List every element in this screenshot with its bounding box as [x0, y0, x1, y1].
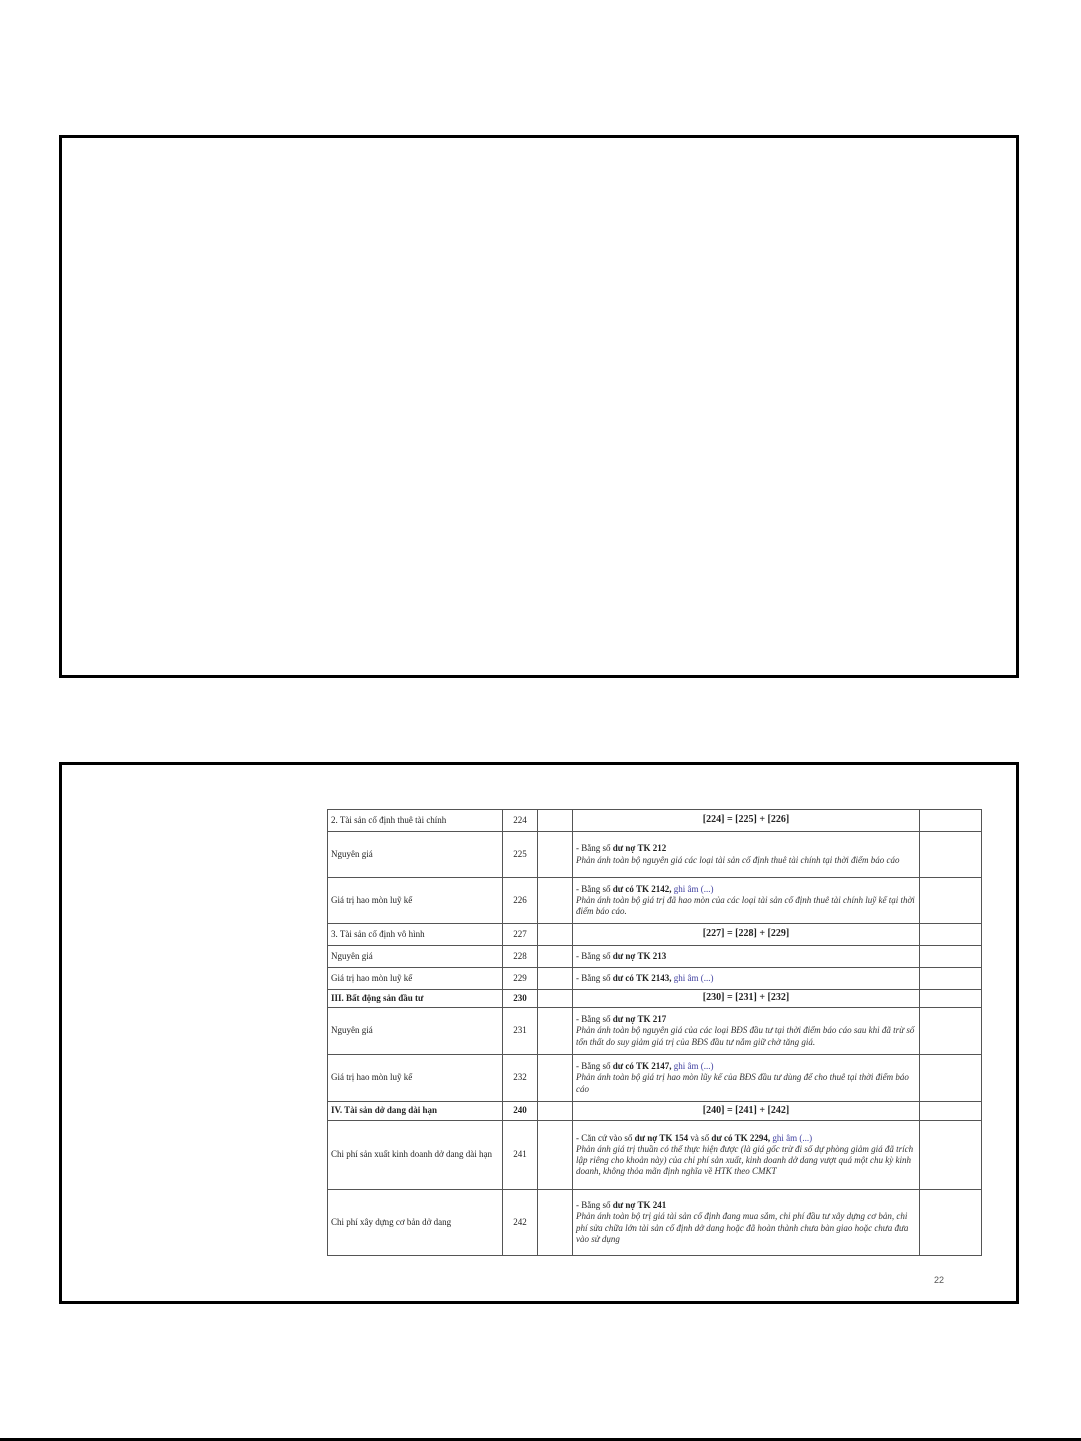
row-rule: - Bằng số dư có TK 2142, ghi âm (...) [576, 883, 714, 894]
table-row [328, 924, 982, 946]
account-table [327, 809, 982, 1256]
row-rule: - Bằng số dư có TK 2143, ghi âm (...) [576, 972, 714, 983]
row-code: 229 [503, 968, 538, 990]
row-note-cell [538, 810, 573, 832]
row-extra-cell [920, 1121, 982, 1190]
row-extra-cell [920, 1102, 982, 1121]
row-note-cell [538, 946, 573, 968]
row-item-label: Giá trị hao mòn luỹ kế [328, 968, 503, 990]
row-formula: [240] = [241] + [242] [702, 1104, 790, 1116]
row-code: 226 [503, 878, 538, 924]
row-explanation: Phản ánh toàn bộ nguyên giá các loại tài sản cố định thuê tài chính tại thời điểm báo cáo [576, 854, 900, 865]
row-formula: [227] = [228] + [229] [702, 928, 790, 940]
row-note-cell [538, 1121, 573, 1190]
row-rule: - Bằng số dư nợ TK 217 [576, 1014, 667, 1025]
table-row [328, 1055, 982, 1102]
table-row [328, 946, 982, 968]
table-row [328, 968, 982, 990]
row-code: 240 [503, 1102, 538, 1121]
row-code: 224 [503, 810, 538, 832]
row-code: 241 [503, 1121, 538, 1190]
row-explanation: Phản ánh toàn bộ trị giá tài sản cố định đang mua sắm, chi phí đầu tư xây dựng cơ bản, chi phí sửa chữa lớn tài sản cố định dở dang hoặc đã hoàn thành chưa bàn giao hoặc chưa đưa vào sử dụng [576, 1211, 909, 1244]
table-row [328, 832, 982, 878]
row-code: 227 [503, 924, 538, 946]
row-item-label: Nguyên giá [328, 946, 503, 968]
row-rule: - Căn cứ vào số dư nợ TK 154 và số dư có TK 2294, ghi âm (...) [576, 1132, 813, 1143]
row-item-label: 2. Tài sản cố định thuê tài chính [328, 810, 503, 832]
row-description [573, 810, 920, 832]
row-extra-cell [920, 832, 982, 878]
row-note-cell [538, 1008, 573, 1055]
row-extra-cell [920, 1055, 982, 1102]
row-note-cell [538, 832, 573, 878]
row-extra-cell [920, 946, 982, 968]
row-description [573, 1102, 920, 1121]
row-description [573, 968, 920, 990]
row-note-cell [538, 990, 573, 1008]
row-formula: [230] = [231] + [232] [702, 992, 790, 1004]
row-code: 225 [503, 832, 538, 878]
row-code: 242 [503, 1190, 538, 1256]
row-description [573, 990, 920, 1008]
page-number: 22 [933, 1275, 944, 1285]
row-explanation: Phản ánh toàn bộ giá trị đã hao mòn của các loại tài sản cố định thuê tài chính luỹ kế tại thời điểm báo cáo. [576, 894, 915, 917]
row-note-cell [538, 1055, 573, 1102]
row-explanation: Phản ánh toàn bộ nguyên giá của các loại BĐS đầu tư tại thời điểm báo cáo sau khi đã trừ số tổn thất do suy giảm giá trị của BĐS đầu tư nắm giữ chờ tăng giá. [576, 1025, 915, 1047]
row-extra-cell [920, 924, 982, 946]
row-extra-cell [920, 990, 982, 1008]
row-extra-cell [920, 1190, 982, 1256]
table-row [328, 990, 982, 1008]
row-extra-cell [920, 1008, 982, 1055]
row-note-cell [538, 968, 573, 990]
table-row [328, 1190, 982, 1256]
row-extra-cell [920, 878, 982, 924]
row-item-label: IV. Tài sản dở dang dài hạn [328, 1102, 503, 1121]
row-item-label: Nguyên giá [328, 832, 503, 878]
row-item-label: Chi phí sản xuất kinh doanh dở dang dài hạn [328, 1121, 503, 1190]
row-note-cell [538, 1102, 573, 1121]
slide-2 [59, 762, 1019, 1304]
row-description [573, 1055, 920, 1102]
row-extra-cell [920, 810, 982, 832]
slide-1 [59, 135, 1019, 678]
row-item-label: III. Bất động sản đầu tư [328, 990, 503, 1008]
row-note-cell [538, 878, 573, 924]
row-explanation: Phản ánh giá trị thuần có thể thực hiện được (là giá gốc trừ đi số dự phòng giảm giá đã trích lập riêng cho khoản này) của chi phí sản xuất, kinh doanh dở dang vượt quá một chu kỳ kinh doanh, không thỏa mãn định nghĩa về HTK theo CMKT [576, 1143, 914, 1177]
table-row [328, 1102, 982, 1121]
row-rule: - Bằng số dư nợ TK 241 [576, 1200, 667, 1210]
row-item-label: Giá trị hao mòn luỹ kế [328, 878, 503, 924]
row-item-label: Giá trị hao mòn luỹ kế [328, 1055, 503, 1102]
row-item-label: Chi phí xây dựng cơ bản dở dang [328, 1190, 503, 1256]
row-code: 230 [503, 990, 538, 1008]
row-formula: [224] = [225] + [226] [702, 814, 790, 826]
row-extra-cell [920, 968, 982, 990]
row-description [573, 832, 920, 878]
table-row [328, 810, 982, 832]
row-rule: - Bằng số dư nợ TK 213 [576, 950, 667, 961]
row-description [573, 1008, 920, 1055]
row-item-label: 3. Tài sản cố định vô hình [328, 924, 503, 946]
row-description [573, 878, 920, 924]
row-item-label: Nguyên giá [328, 1008, 503, 1055]
row-description [573, 924, 920, 946]
balance-sheet-table [327, 809, 981, 1259]
row-description [573, 1190, 920, 1256]
row-note-cell [538, 924, 573, 946]
row-explanation: Phản ánh toàn bộ giá trị hao mòn lũy kế của BĐS đầu tư dùng để cho thuê tại thời điểm báo cáo [576, 1072, 909, 1094]
table-row [328, 878, 982, 924]
row-rule: - Bằng số dư có TK 2147, ghi âm (...) [576, 1061, 714, 1072]
table-row [328, 1121, 982, 1190]
row-note-cell [538, 1190, 573, 1256]
row-description [573, 946, 920, 968]
table-row [328, 1008, 982, 1055]
row-description [573, 1121, 920, 1190]
row-code: 228 [503, 946, 538, 968]
row-code: 231 [503, 1008, 538, 1055]
row-rule: - Bằng số dư nợ TK 212 [576, 843, 667, 854]
row-code: 232 [503, 1055, 538, 1102]
